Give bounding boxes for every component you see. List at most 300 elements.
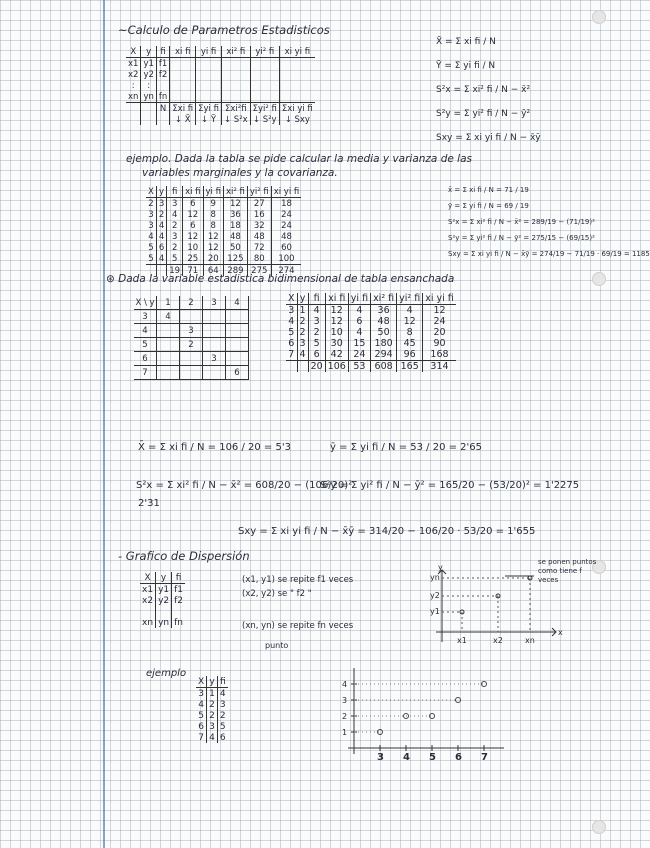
table-row xyxy=(140,595,185,606)
formula-line: S²y = Σ yi² fi / N − ȳ² = 275/15 − (69/15)² xyxy=(448,234,595,242)
table-totals-row xyxy=(126,103,315,115)
table-cell xyxy=(170,58,196,70)
table-cell: 12 xyxy=(325,316,348,327)
table-cell: y xyxy=(297,293,308,305)
table-cell: y2 xyxy=(156,595,172,606)
table-cell xyxy=(157,324,180,338)
table-cell: 3 xyxy=(207,721,218,732)
table-cell: y xyxy=(156,186,166,198)
table-cell: 7 xyxy=(134,366,157,380)
table-cell xyxy=(141,114,156,125)
table-row xyxy=(146,209,301,220)
table-cell: f1 xyxy=(156,58,169,70)
table-cell xyxy=(141,103,156,115)
table-cell: 3 xyxy=(203,352,226,366)
table-row xyxy=(286,338,456,349)
table-cell: 4 xyxy=(308,305,325,317)
x-tick-label: 6 xyxy=(455,752,462,763)
table-cell xyxy=(221,80,250,91)
table-cell xyxy=(226,352,249,366)
table-cell: 71 xyxy=(183,265,203,277)
table-cell: 12 xyxy=(183,209,203,220)
table-cell xyxy=(221,69,250,80)
double-table-header xyxy=(134,296,249,310)
table-cell: 2 xyxy=(167,220,183,231)
table-cell: 1 xyxy=(297,305,308,317)
table-row xyxy=(196,710,228,721)
table-cell: 3 xyxy=(286,305,297,317)
formula-line: Sxy = Σ xi yi fi / N − x̄ȳ = 274/19 − 71/19 · 69/19 = 1185 xyxy=(448,250,650,258)
table-cell: 8 xyxy=(203,220,223,231)
table-cell: X xyxy=(126,46,141,58)
table-cell: 4 xyxy=(348,327,370,338)
table-cell: 12 xyxy=(203,231,223,242)
table-cell: 2 xyxy=(207,710,218,721)
table-cell: 4 xyxy=(156,220,166,231)
table-cell: 5 xyxy=(219,721,226,732)
table-cell: y2 xyxy=(141,69,156,80)
axis-x-letter: x xyxy=(558,628,563,637)
table-cell: x1 xyxy=(140,584,156,596)
table-cell: 20 xyxy=(433,327,446,338)
table-cell xyxy=(157,366,180,380)
data-point xyxy=(482,682,487,687)
table-cell: 4 xyxy=(134,324,157,338)
table-cell xyxy=(221,91,250,103)
table-cell: 10 xyxy=(183,242,203,253)
axis-y-letter: y xyxy=(438,563,443,572)
table-cell: 3 xyxy=(167,231,183,242)
table-cell: 5 xyxy=(146,242,156,253)
table-cell: : xyxy=(126,80,141,91)
x-arrow xyxy=(552,628,556,636)
table-cell: yi fi xyxy=(348,293,370,305)
table-cell: ↓ Ȳ xyxy=(196,114,222,125)
table-cell: 4 xyxy=(146,231,156,242)
scatter-note-sub: punto xyxy=(265,641,289,650)
table-cell: X xyxy=(140,572,156,584)
table-cell: 6 xyxy=(348,316,370,327)
table-cell xyxy=(279,91,314,103)
table-cell: 4 xyxy=(196,699,207,710)
table-cell: yi² fi xyxy=(247,186,271,198)
table-cell: 32 xyxy=(247,220,271,231)
table-cell: 274 xyxy=(271,265,301,277)
table-cell: 4 xyxy=(286,316,297,327)
table-cell: 5 xyxy=(167,253,183,265)
table-cell: 36 xyxy=(223,209,247,220)
table-cell: 45 xyxy=(397,338,423,349)
table-row xyxy=(146,253,301,265)
table-cell xyxy=(180,352,203,366)
y-tick-label: 4 xyxy=(342,680,348,689)
scatter-note-1: (x1, y1) se repite f1 veces xyxy=(242,575,354,585)
table-header-row xyxy=(126,46,315,58)
table-cell: 294 xyxy=(371,349,397,361)
table-cell: y xyxy=(156,572,172,584)
table-cell: yn xyxy=(156,617,172,628)
table-cell: 4 xyxy=(156,231,166,242)
table-cell: 3 xyxy=(146,209,156,220)
formula-line: x̄ = Σ xi fi / N = 71 / 19 xyxy=(448,186,529,194)
table-row xyxy=(126,69,315,80)
table-cell xyxy=(180,310,203,324)
table-cell: f2 xyxy=(174,595,184,606)
table-cell: 3 xyxy=(297,338,308,349)
x-tick-label: 7 xyxy=(481,752,488,763)
example1-table xyxy=(146,186,301,276)
exercise-statement: ⊛ Dada la variable estadistica bidimensional de tabla ensanchada xyxy=(106,273,455,285)
table-cell: xi yi fi xyxy=(423,293,456,305)
table-cell: 6 xyxy=(308,349,325,361)
example1-text2: variables marginales y la covarianza. xyxy=(142,167,338,179)
table-cell: X xyxy=(146,186,156,198)
table-cell: 24 xyxy=(281,209,292,220)
table-cell xyxy=(170,80,196,91)
table-cell xyxy=(226,310,249,324)
table-cell: 4 xyxy=(348,305,370,317)
table-cell: 2 xyxy=(297,316,308,327)
table-cell: 24 xyxy=(281,220,292,231)
table-result-row xyxy=(126,114,315,125)
table-cell: 180 xyxy=(371,338,397,349)
table-cell: 3 xyxy=(167,198,183,210)
formula-line: S²y = Σ yi² fi / N − ȳ² xyxy=(436,109,531,119)
table-cell: 3 xyxy=(180,324,203,338)
table-cell: 3 xyxy=(219,699,226,710)
table-cell: 314 xyxy=(423,361,456,373)
table-cell: X xyxy=(196,676,207,688)
table-cell: ↓ S²y xyxy=(250,114,279,125)
table-cell: 30 xyxy=(325,338,348,349)
table-cell xyxy=(203,338,226,352)
table-cell: 125 xyxy=(223,253,247,265)
table-totals-row xyxy=(286,361,456,373)
table-cell: 6 xyxy=(134,352,157,366)
table-cell: 6 xyxy=(156,242,166,253)
x-tick-label: 4 xyxy=(403,752,410,763)
table-cell: 8 xyxy=(203,209,223,220)
table-cell: xi² fi xyxy=(223,186,247,198)
table-cell: 19 xyxy=(167,265,183,277)
ybar-formula: ȳ = Σ yi fi / N = 53 / 20 = 2'65 xyxy=(330,442,483,453)
table-row xyxy=(196,732,228,743)
table-cell: 2 xyxy=(207,699,218,710)
parameters-table xyxy=(126,46,315,125)
table-cell xyxy=(126,103,141,115)
table-row xyxy=(146,231,301,242)
xbar-formula: X̄ = Σ xi fi / N = 106 / 20 = 5'3 xyxy=(138,442,291,453)
exercise-simple-table xyxy=(286,293,456,372)
table-cell: 36 xyxy=(371,305,397,317)
axis-x-label-xn: xn xyxy=(525,636,535,645)
table-cell: 48 xyxy=(247,231,271,242)
table-cell: 1 xyxy=(207,688,218,700)
binder-hole xyxy=(592,820,606,834)
table-cell: 289 xyxy=(223,265,247,277)
table-cell: yi² fi xyxy=(250,46,279,58)
binder-hole xyxy=(592,10,606,24)
example1-text1: ejemplo. Dada la tabla se pide calcular la media y varianza de las xyxy=(126,153,472,165)
table-row xyxy=(146,242,301,253)
double-entry-table xyxy=(134,296,249,380)
table-cell: xn xyxy=(126,91,141,103)
table-cell: f1 xyxy=(174,584,184,595)
table-cell xyxy=(221,58,250,70)
s2y-formula: S²y = Σ yi² fi / N − ȳ² = 165/20 − (53/20)² = 1'2275 xyxy=(320,480,580,491)
table-cell xyxy=(203,366,226,380)
point-1 xyxy=(460,610,464,614)
table-cell: fi xyxy=(156,46,169,58)
formula-line: Sxy = Σ xi yi fi / N − x̄ȳ xyxy=(436,133,541,143)
formula-line: ȳ = Σ yi fi / N = 69 / 19 xyxy=(448,202,529,210)
formula-line: S²x = Σ xi² fi / N − x̄² = 289/19 − (71/19)² xyxy=(448,218,595,226)
table-cell xyxy=(156,80,169,91)
table-cell: xi yi fi xyxy=(271,186,301,198)
table-cell: y1 xyxy=(156,584,172,596)
table-cell: 4 xyxy=(397,305,423,317)
table-cell: 3 xyxy=(196,688,207,700)
table-cell: x2 xyxy=(126,69,141,80)
table-cell: 24 xyxy=(433,316,446,327)
table-cell: 48 xyxy=(223,231,247,242)
table-cell xyxy=(126,114,141,125)
y-tick-label: 1 xyxy=(342,728,348,737)
scatter-heading: - Grafico de Dispersión xyxy=(118,549,250,563)
table-cell xyxy=(250,80,279,91)
table-cell: 6 xyxy=(226,366,249,380)
table-cell xyxy=(279,69,314,80)
table-cell: 2 xyxy=(156,209,166,220)
table-cell: 106 xyxy=(325,361,348,373)
point-2 xyxy=(496,594,500,598)
table-row xyxy=(140,606,185,617)
table-cell: ↓ X̄ xyxy=(170,114,196,125)
table-cell: fn xyxy=(174,617,184,628)
table-cell: 64 xyxy=(203,265,223,277)
example2-table xyxy=(196,676,228,743)
table-cell xyxy=(226,324,249,338)
table-cell: 27 xyxy=(247,198,271,210)
table-header-row xyxy=(286,293,456,305)
table-cell: 3 xyxy=(156,198,166,210)
table-cell xyxy=(170,69,196,80)
table-cell: fi xyxy=(167,186,183,198)
table-cell: 12 xyxy=(183,231,203,242)
y-tick-label: 3 xyxy=(342,696,348,705)
table-row xyxy=(126,80,315,91)
scatter-generic-table xyxy=(140,572,185,628)
table-cell: 2 xyxy=(180,338,203,352)
axis-x-label-x2: x2 xyxy=(493,636,503,645)
table-cell: xi fi xyxy=(325,293,348,305)
table-cell: yi fi xyxy=(203,186,223,198)
table-cell xyxy=(157,352,180,366)
table-cell: 6 xyxy=(219,732,226,743)
page-title: ~Calculo de Parametros Estadisticos xyxy=(118,23,330,37)
table-header-row xyxy=(146,186,301,198)
table-cell: 10 xyxy=(325,327,348,338)
table-cell: 3 xyxy=(134,310,157,324)
table-cell xyxy=(203,324,226,338)
table-cell: Σxi yi fi xyxy=(279,103,314,115)
table-cell: 24 xyxy=(348,349,370,361)
scatter-note-2: (x2, y2) se " f2 " xyxy=(242,589,312,599)
table-cell: x2 xyxy=(140,595,156,606)
table-row xyxy=(126,58,315,70)
s2x-formula: S²x = Σ xi² fi / N − x̄² = 608/20 − (106/20)² xyxy=(136,480,353,491)
table-cell xyxy=(279,80,314,91)
table-cell: 2 xyxy=(146,198,156,210)
table-row xyxy=(146,198,301,210)
table-cell xyxy=(226,338,249,352)
table-cell: y1 xyxy=(141,58,156,70)
table-cell: 96 xyxy=(397,349,423,361)
data-point xyxy=(456,698,461,703)
table-cell: fi xyxy=(172,572,185,584)
table-cell: 7 xyxy=(286,349,297,361)
notebook-margin-line xyxy=(103,0,105,848)
table-cell: 608 xyxy=(371,361,397,373)
table-cell: 12 xyxy=(433,305,446,316)
table-cell: 8 xyxy=(397,327,423,338)
table-cell: xi yi fi xyxy=(279,46,314,58)
scatter-annotation: se ponen puntos como tiene f veces xyxy=(538,558,597,584)
table-cell: 5 xyxy=(146,253,156,265)
table-cell: 9 xyxy=(203,198,223,210)
table-cell: y xyxy=(207,676,218,688)
table-cell: 25 xyxy=(183,253,203,265)
table-cell xyxy=(250,58,279,70)
table-cell xyxy=(172,606,185,617)
table-cell: 3 xyxy=(203,296,226,310)
y-tick-label: 2 xyxy=(342,712,348,721)
table-cell: 4 xyxy=(226,296,249,310)
table-cell: 4 xyxy=(207,732,218,743)
table-cell xyxy=(279,58,314,70)
table-cell: X \ y xyxy=(135,297,155,308)
table-row xyxy=(140,584,185,596)
table-cell xyxy=(156,114,169,125)
table-cell: 12 xyxy=(397,316,423,327)
table-cell: 2 xyxy=(297,327,308,338)
table-cell: Σyi fi xyxy=(196,103,222,115)
table-cell: N xyxy=(156,103,169,115)
formula-line: X̄ = Σ xi fi / N xyxy=(436,37,496,47)
table-cell: 4 xyxy=(297,349,308,361)
table-cell: ↓ Sxy xyxy=(284,114,310,125)
table-cell: 2 xyxy=(180,296,203,310)
table-cell xyxy=(286,361,297,373)
table-cell: f2 xyxy=(156,69,169,80)
table-cell xyxy=(297,361,308,373)
table-cell: 165 xyxy=(397,361,423,373)
table-cell: 20 xyxy=(203,253,223,265)
table-cell xyxy=(156,606,172,617)
table-cell: 20 xyxy=(308,361,325,373)
table-cell: y xyxy=(141,46,156,58)
table-cell xyxy=(250,69,279,80)
table-row xyxy=(146,220,301,231)
table-cell: ↓ S²x xyxy=(221,114,250,125)
data-point xyxy=(430,714,435,719)
table-cell: 168 xyxy=(430,349,449,360)
table-cell: 3 xyxy=(146,220,156,231)
table-cell: 4 xyxy=(167,209,183,220)
table-cell: 6 xyxy=(196,721,207,732)
table-cell: 12 xyxy=(203,242,223,253)
table-cell: xi² fi xyxy=(221,46,250,58)
table-cell: xi² fi xyxy=(371,293,397,305)
table-cell: xn xyxy=(140,617,156,628)
table-cell: 4 xyxy=(157,310,180,324)
table-cell: 5 xyxy=(308,338,325,349)
table-cell: yi fi xyxy=(196,46,222,58)
table-cell: 60 xyxy=(281,242,292,253)
double-table-row xyxy=(134,324,249,338)
table-cell xyxy=(196,80,222,91)
table-row xyxy=(286,327,456,338)
axis-y-label-y2: y2 xyxy=(430,591,440,600)
table-cell: Σyi² fi xyxy=(250,103,279,115)
table-cell: 100 xyxy=(278,253,295,264)
table-cell: 6 xyxy=(183,198,203,210)
double-table-row xyxy=(134,366,249,380)
binder-hole xyxy=(592,272,606,286)
table-cell: xi fi xyxy=(170,46,196,58)
table-row xyxy=(196,688,228,700)
table-cell: 2 xyxy=(219,710,226,721)
table-cell: 2 xyxy=(167,242,183,253)
data-point xyxy=(378,730,383,735)
table-cell: 53 xyxy=(348,361,370,373)
table-cell: 6 xyxy=(286,338,297,349)
table-cell: 48 xyxy=(281,231,292,242)
table-row xyxy=(286,316,456,327)
formula-line: Ȳ = Σ yi fi / N xyxy=(436,61,496,71)
table-cell: 50 xyxy=(223,242,247,253)
table-cell xyxy=(157,338,180,352)
table-row xyxy=(286,349,456,361)
table-cell: x1 xyxy=(126,58,141,70)
table-cell: 5 xyxy=(134,338,157,352)
table-row xyxy=(196,699,228,710)
table-cell: 12 xyxy=(223,198,247,210)
table-cell xyxy=(196,58,222,70)
table-cell: 5 xyxy=(286,327,297,338)
axis-x-label-x1: x1 xyxy=(457,636,467,645)
table-cell xyxy=(196,69,222,80)
x-tick-label: 3 xyxy=(377,752,384,763)
table-row xyxy=(286,305,456,317)
scatter-note-3: (xn, yn) se repite fn veces xyxy=(242,621,354,631)
table-cell xyxy=(203,310,226,324)
s2x-result: 2'31 xyxy=(138,498,160,509)
table-cell: fn xyxy=(156,91,169,103)
table-cell: xi fi xyxy=(183,186,203,198)
point-n xyxy=(528,576,532,580)
table-cell: 18 xyxy=(281,198,292,209)
table-cell: 72 xyxy=(247,242,271,253)
table-cell: 90 xyxy=(433,338,446,349)
double-table-row xyxy=(134,338,249,352)
table-cell: fi xyxy=(217,676,227,688)
table-cell: fi xyxy=(308,293,325,305)
table-cell xyxy=(180,366,203,380)
table-cell: Σxi fi xyxy=(170,103,196,115)
x-tick-label: 5 xyxy=(429,752,436,763)
table-row xyxy=(196,721,228,732)
